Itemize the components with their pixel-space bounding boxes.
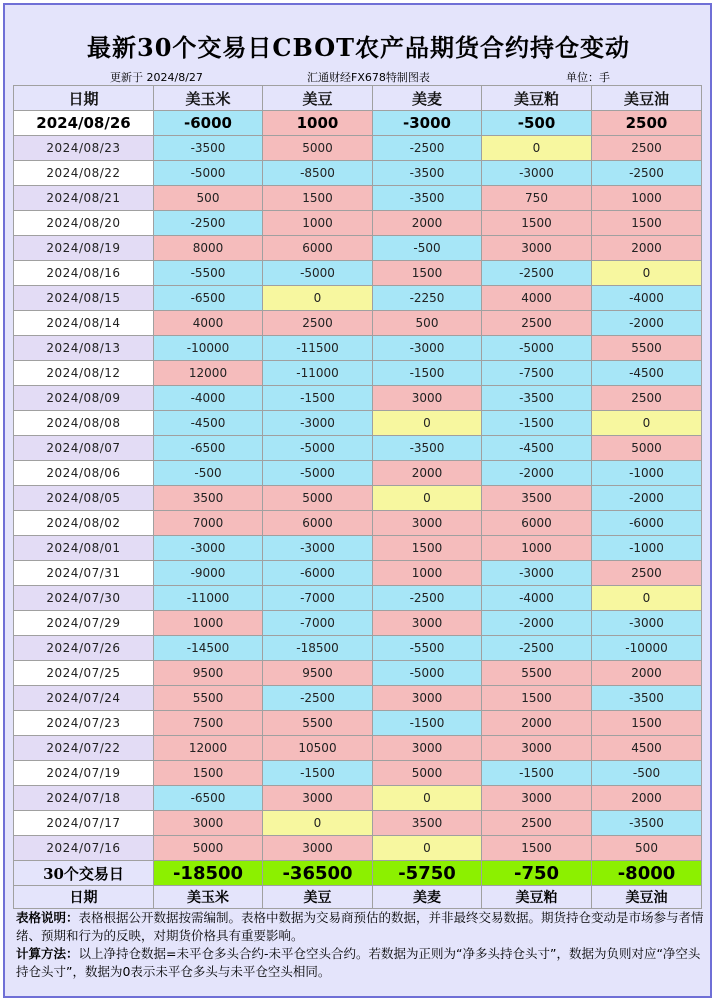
cell-soyoil: -4000 bbox=[592, 286, 702, 311]
row-date: 2024/08/22 bbox=[14, 161, 154, 186]
row-date: 2024/08/19 bbox=[14, 236, 154, 261]
notes-desc-text: 表格根据公开数据按需编制。表格中数据为交易商预估的数据，并非最终交易数据。期货持仓变动是市场参与者情绪、预期和行为的反映，对期货价格具有重要影响。 bbox=[16, 910, 704, 943]
cell-soybean: 1500 bbox=[263, 186, 373, 211]
table-row bbox=[14, 461, 702, 486]
cell-soymeal: 1500 bbox=[482, 686, 592, 711]
cell-soyoil: -2000 bbox=[592, 311, 702, 336]
row-date: 2024/07/23 bbox=[14, 711, 154, 736]
row-date: 2024/07/26 bbox=[14, 636, 154, 661]
cell-corn: -3000 bbox=[154, 536, 263, 561]
source-label: 汇通财经FX678特制图表 bbox=[307, 71, 430, 84]
row-date: 2024/08/12 bbox=[14, 361, 154, 386]
row-date: 2024/07/16 bbox=[14, 836, 154, 861]
cell-soybean: -7000 bbox=[263, 611, 373, 636]
cell-soymeal: -1500 bbox=[482, 761, 592, 786]
row-date: 2024/07/25 bbox=[14, 661, 154, 686]
total-wheat: -5750 bbox=[373, 861, 482, 886]
cell-soyoil: 4500 bbox=[592, 736, 702, 761]
cell-wheat: 1500 bbox=[373, 536, 482, 561]
cell-wheat: -3000 bbox=[373, 336, 482, 361]
cell-corn: 8000 bbox=[154, 236, 263, 261]
cell-soymeal: -1500 bbox=[482, 411, 592, 436]
cell-soyoil: 2000 bbox=[592, 786, 702, 811]
table-row bbox=[14, 686, 702, 711]
table-row bbox=[14, 286, 702, 311]
table-row bbox=[14, 211, 702, 236]
notes-desc-label: 表格说明： bbox=[16, 910, 79, 925]
footer-corn: 美玉米 bbox=[154, 886, 263, 909]
cell-soybean: -18500 bbox=[263, 636, 373, 661]
cell-corn: -11000 bbox=[154, 586, 263, 611]
cell-soymeal: -5000 bbox=[482, 336, 592, 361]
total-soymeal: -750 bbox=[482, 861, 592, 886]
table-row bbox=[14, 761, 702, 786]
cell-soymeal: 2500 bbox=[482, 311, 592, 336]
cell-soybean: 5500 bbox=[263, 711, 373, 736]
position-table bbox=[13, 85, 702, 909]
cell-soybean: 3000 bbox=[263, 836, 373, 861]
cell-soyoil: 1500 bbox=[592, 211, 702, 236]
cell-soybean: -7000 bbox=[263, 586, 373, 611]
cell-soyoil: 2500 bbox=[592, 111, 702, 136]
cell-soyoil: 1500 bbox=[592, 711, 702, 736]
cell-soymeal: 2000 bbox=[482, 711, 592, 736]
footer-soymeal: 美豆粕 bbox=[482, 886, 592, 909]
cell-soyoil: 2000 bbox=[592, 661, 702, 686]
notes-calculation bbox=[16, 945, 704, 981]
total-soybean: -36500 bbox=[263, 861, 373, 886]
header-corn: 美玉米 bbox=[154, 86, 263, 111]
table-row bbox=[14, 636, 702, 661]
cell-wheat: -2500 bbox=[373, 586, 482, 611]
cell-soybean: -5000 bbox=[263, 461, 373, 486]
table-row bbox=[14, 786, 702, 811]
footer-row bbox=[14, 886, 702, 909]
table-row bbox=[14, 711, 702, 736]
cell-soyoil: 1000 bbox=[592, 186, 702, 211]
cell-corn: -6500 bbox=[154, 786, 263, 811]
cell-wheat: 3000 bbox=[373, 686, 482, 711]
table-row bbox=[14, 186, 702, 211]
cell-corn: -5500 bbox=[154, 261, 263, 286]
cell-soymeal: -3500 bbox=[482, 386, 592, 411]
header-soyoil: 美豆油 bbox=[592, 86, 702, 111]
row-date: 2024/08/26 bbox=[14, 111, 154, 136]
cell-wheat: -2500 bbox=[373, 136, 482, 161]
cell-soyoil: -1000 bbox=[592, 536, 702, 561]
cell-soybean: 1000 bbox=[263, 111, 373, 136]
footer-soyoil: 美豆油 bbox=[592, 886, 702, 909]
cell-corn: 3000 bbox=[154, 811, 263, 836]
cell-wheat: -1500 bbox=[373, 361, 482, 386]
table-row bbox=[14, 811, 702, 836]
cell-soybean: -2500 bbox=[263, 686, 373, 711]
cell-soybean: 5000 bbox=[263, 136, 373, 161]
cell-corn: -6000 bbox=[154, 111, 263, 136]
cell-wheat: 0 bbox=[373, 486, 482, 511]
cell-wheat: 3000 bbox=[373, 386, 482, 411]
cell-soymeal: -3000 bbox=[482, 561, 592, 586]
cell-soybean: -5000 bbox=[263, 261, 373, 286]
cell-soymeal: -7500 bbox=[482, 361, 592, 386]
page-title: 最新30个交易日CBOT农产品期货合约持仓变动 bbox=[87, 33, 630, 62]
cell-soymeal: -2500 bbox=[482, 261, 592, 286]
header-wheat: 美麦 bbox=[373, 86, 482, 111]
table-row bbox=[14, 561, 702, 586]
header-soymeal: 美豆粕 bbox=[482, 86, 592, 111]
row-date: 2024/07/30 bbox=[14, 586, 154, 611]
cell-soyoil: -6000 bbox=[592, 511, 702, 536]
row-date: 2024/08/06 bbox=[14, 461, 154, 486]
cell-soyoil: 0 bbox=[592, 411, 702, 436]
cell-soymeal: 1500 bbox=[482, 211, 592, 236]
header-soybean: 美豆 bbox=[263, 86, 373, 111]
cell-corn: 4000 bbox=[154, 311, 263, 336]
cell-wheat: 2000 bbox=[373, 211, 482, 236]
table-row bbox=[14, 336, 702, 361]
row-date: 2024/07/31 bbox=[14, 561, 154, 586]
cell-wheat: -5500 bbox=[373, 636, 482, 661]
table-row bbox=[14, 111, 702, 136]
cell-soyoil: 2000 bbox=[592, 236, 702, 261]
row-date: 2024/07/17 bbox=[14, 811, 154, 836]
table-row bbox=[14, 411, 702, 436]
cell-soymeal: 750 bbox=[482, 186, 592, 211]
row-date: 2024/08/08 bbox=[14, 411, 154, 436]
cell-soyoil: -500 bbox=[592, 761, 702, 786]
table-row bbox=[14, 136, 702, 161]
cell-soybean: -1500 bbox=[263, 761, 373, 786]
row-date: 2024/08/16 bbox=[14, 261, 154, 286]
cell-corn: 3500 bbox=[154, 486, 263, 511]
cell-corn: 1500 bbox=[154, 761, 263, 786]
footer-wheat: 美麦 bbox=[373, 886, 482, 909]
row-date: 2024/08/07 bbox=[14, 436, 154, 461]
cell-corn: -4000 bbox=[154, 386, 263, 411]
footer-date: 日期 bbox=[14, 886, 154, 909]
cell-corn: -6500 bbox=[154, 436, 263, 461]
cell-soybean: -11000 bbox=[263, 361, 373, 386]
row-date: 2024/08/14 bbox=[14, 311, 154, 336]
cell-soymeal: 4000 bbox=[482, 286, 592, 311]
cell-wheat: -3500 bbox=[373, 161, 482, 186]
cell-soybean: 3000 bbox=[263, 786, 373, 811]
cell-wheat: 0 bbox=[373, 786, 482, 811]
cell-wheat: -500 bbox=[373, 236, 482, 261]
table-row bbox=[14, 611, 702, 636]
row-date: 2024/08/20 bbox=[14, 211, 154, 236]
updated-date: 更新于 2024/8/27 bbox=[110, 71, 203, 84]
footer-soybean: 美豆 bbox=[263, 886, 373, 909]
row-date: 2024/07/19 bbox=[14, 761, 154, 786]
cell-wheat: 2000 bbox=[373, 461, 482, 486]
cell-soymeal: 6000 bbox=[482, 511, 592, 536]
cell-corn: -9000 bbox=[154, 561, 263, 586]
cell-soybean: 2500 bbox=[263, 311, 373, 336]
cell-soymeal: 0 bbox=[482, 136, 592, 161]
cell-wheat: 5000 bbox=[373, 761, 482, 786]
cell-soybean: 0 bbox=[263, 286, 373, 311]
cell-soybean: 6000 bbox=[263, 511, 373, 536]
cell-soymeal: -2500 bbox=[482, 636, 592, 661]
total-label: 30个交易日 bbox=[14, 861, 154, 886]
cell-soybean: -3000 bbox=[263, 411, 373, 436]
cell-soybean: -3000 bbox=[263, 536, 373, 561]
total-row bbox=[14, 861, 702, 886]
cell-soyoil: 5000 bbox=[592, 436, 702, 461]
cell-soybean: 10500 bbox=[263, 736, 373, 761]
cell-wheat: -3500 bbox=[373, 186, 482, 211]
cell-corn: 5000 bbox=[154, 836, 263, 861]
notes-calc-text: 以上净持仓数据=未平仓多头合约-未平仓空头合约。若数据为正则为“净多头持仓头寸”，数据为负则对应“净空头持仓头寸”，数据为0表示未平仓多头与未平仓空头相同。 bbox=[16, 946, 701, 979]
cell-soyoil: 0 bbox=[592, 586, 702, 611]
table-row bbox=[14, 436, 702, 461]
table-row bbox=[14, 161, 702, 186]
cell-soymeal: 1500 bbox=[482, 836, 592, 861]
row-date: 2024/07/29 bbox=[14, 611, 154, 636]
cell-corn: -2500 bbox=[154, 211, 263, 236]
cell-soymeal: -2000 bbox=[482, 461, 592, 486]
cell-soyoil: -2000 bbox=[592, 486, 702, 511]
table-row bbox=[14, 236, 702, 261]
cell-wheat: -1500 bbox=[373, 711, 482, 736]
cell-soyoil: -4500 bbox=[592, 361, 702, 386]
unit-label: 单位：手 bbox=[566, 71, 610, 84]
cell-wheat: 3000 bbox=[373, 611, 482, 636]
row-date: 2024/08/09 bbox=[14, 386, 154, 411]
cell-soymeal: -4000 bbox=[482, 586, 592, 611]
cell-wheat: 3500 bbox=[373, 811, 482, 836]
cell-soyoil: 5500 bbox=[592, 336, 702, 361]
cell-soymeal: -4500 bbox=[482, 436, 592, 461]
cell-corn: 12000 bbox=[154, 736, 263, 761]
total-soyoil: -8000 bbox=[592, 861, 702, 886]
table-row bbox=[14, 661, 702, 686]
cell-wheat: 0 bbox=[373, 836, 482, 861]
row-date: 2024/07/18 bbox=[14, 786, 154, 811]
row-date: 2024/08/23 bbox=[14, 136, 154, 161]
cell-soymeal: 3000 bbox=[482, 786, 592, 811]
cell-soymeal: 1000 bbox=[482, 536, 592, 561]
row-date: 2024/07/24 bbox=[14, 686, 154, 711]
table-row bbox=[14, 511, 702, 536]
cell-corn: 500 bbox=[154, 186, 263, 211]
cell-soymeal: 3500 bbox=[482, 486, 592, 511]
cell-soybean: -6000 bbox=[263, 561, 373, 586]
cell-wheat: -5000 bbox=[373, 661, 482, 686]
cell-soyoil: -3000 bbox=[592, 611, 702, 636]
cell-soymeal: -3000 bbox=[482, 161, 592, 186]
cell-wheat: 500 bbox=[373, 311, 482, 336]
notes-calc-label: 计算方法： bbox=[16, 946, 79, 961]
cell-wheat: 0 bbox=[373, 411, 482, 436]
cell-soyoil: -3500 bbox=[592, 811, 702, 836]
table-row bbox=[14, 361, 702, 386]
table-row bbox=[14, 311, 702, 336]
cell-corn: -3500 bbox=[154, 136, 263, 161]
cell-soyoil: 0 bbox=[592, 261, 702, 286]
total-corn: -18500 bbox=[154, 861, 263, 886]
cell-soymeal: -2000 bbox=[482, 611, 592, 636]
cell-soymeal: 3000 bbox=[482, 736, 592, 761]
notes bbox=[16, 909, 704, 981]
cell-soyoil: -1000 bbox=[592, 461, 702, 486]
cell-soyoil: -3500 bbox=[592, 686, 702, 711]
row-date: 2024/08/13 bbox=[14, 336, 154, 361]
header-date: 日期 bbox=[14, 86, 154, 111]
cell-wheat: -3000 bbox=[373, 111, 482, 136]
cell-soymeal: -500 bbox=[482, 111, 592, 136]
cell-soybean: 0 bbox=[263, 811, 373, 836]
cell-soybean: -8500 bbox=[263, 161, 373, 186]
row-date: 2024/08/15 bbox=[14, 286, 154, 311]
row-date: 2024/07/22 bbox=[14, 736, 154, 761]
cell-corn: -6500 bbox=[154, 286, 263, 311]
cell-corn: 7500 bbox=[154, 711, 263, 736]
table-row bbox=[14, 386, 702, 411]
cell-corn: -5000 bbox=[154, 161, 263, 186]
cell-soybean: -1500 bbox=[263, 386, 373, 411]
notes-description bbox=[16, 909, 704, 945]
cell-soymeal: 2500 bbox=[482, 811, 592, 836]
cell-soybean: 9500 bbox=[263, 661, 373, 686]
cell-wheat: 1500 bbox=[373, 261, 482, 286]
cell-wheat: 3000 bbox=[373, 736, 482, 761]
cell-wheat: 3000 bbox=[373, 511, 482, 536]
cell-soybean: -5000 bbox=[263, 436, 373, 461]
cell-corn: 7000 bbox=[154, 511, 263, 536]
cell-wheat: 1000 bbox=[373, 561, 482, 586]
cell-soyoil: 500 bbox=[592, 836, 702, 861]
row-date: 2024/08/02 bbox=[14, 511, 154, 536]
cell-corn: 5500 bbox=[154, 686, 263, 711]
cell-corn: -14500 bbox=[154, 636, 263, 661]
cell-soybean: 1000 bbox=[263, 211, 373, 236]
row-date: 2024/08/05 bbox=[14, 486, 154, 511]
cell-soyoil: 2500 bbox=[592, 386, 702, 411]
cell-corn: 1000 bbox=[154, 611, 263, 636]
cell-soybean: 5000 bbox=[263, 486, 373, 511]
cell-soyoil: 2500 bbox=[592, 136, 702, 161]
table-row bbox=[14, 736, 702, 761]
cell-soyoil: -2500 bbox=[592, 161, 702, 186]
cell-soyoil: 2500 bbox=[592, 561, 702, 586]
row-date: 2024/08/21 bbox=[14, 186, 154, 211]
table-row bbox=[14, 261, 702, 286]
table-row bbox=[14, 536, 702, 561]
table-row bbox=[14, 586, 702, 611]
cell-corn: 12000 bbox=[154, 361, 263, 386]
table-row bbox=[14, 836, 702, 861]
table-row bbox=[14, 486, 702, 511]
cell-wheat: -2250 bbox=[373, 286, 482, 311]
cell-corn: -4500 bbox=[154, 411, 263, 436]
cell-soymeal: 3000 bbox=[482, 236, 592, 261]
cell-corn: -500 bbox=[154, 461, 263, 486]
cell-corn: -10000 bbox=[154, 336, 263, 361]
row-date: 2024/08/01 bbox=[14, 536, 154, 561]
cell-soybean: 6000 bbox=[263, 236, 373, 261]
cell-soybean: -11500 bbox=[263, 336, 373, 361]
cell-soyoil: -10000 bbox=[592, 636, 702, 661]
cell-soymeal: 5500 bbox=[482, 661, 592, 686]
cell-wheat: -3500 bbox=[373, 436, 482, 461]
header-row bbox=[14, 86, 702, 111]
cell-corn: 9500 bbox=[154, 661, 263, 686]
